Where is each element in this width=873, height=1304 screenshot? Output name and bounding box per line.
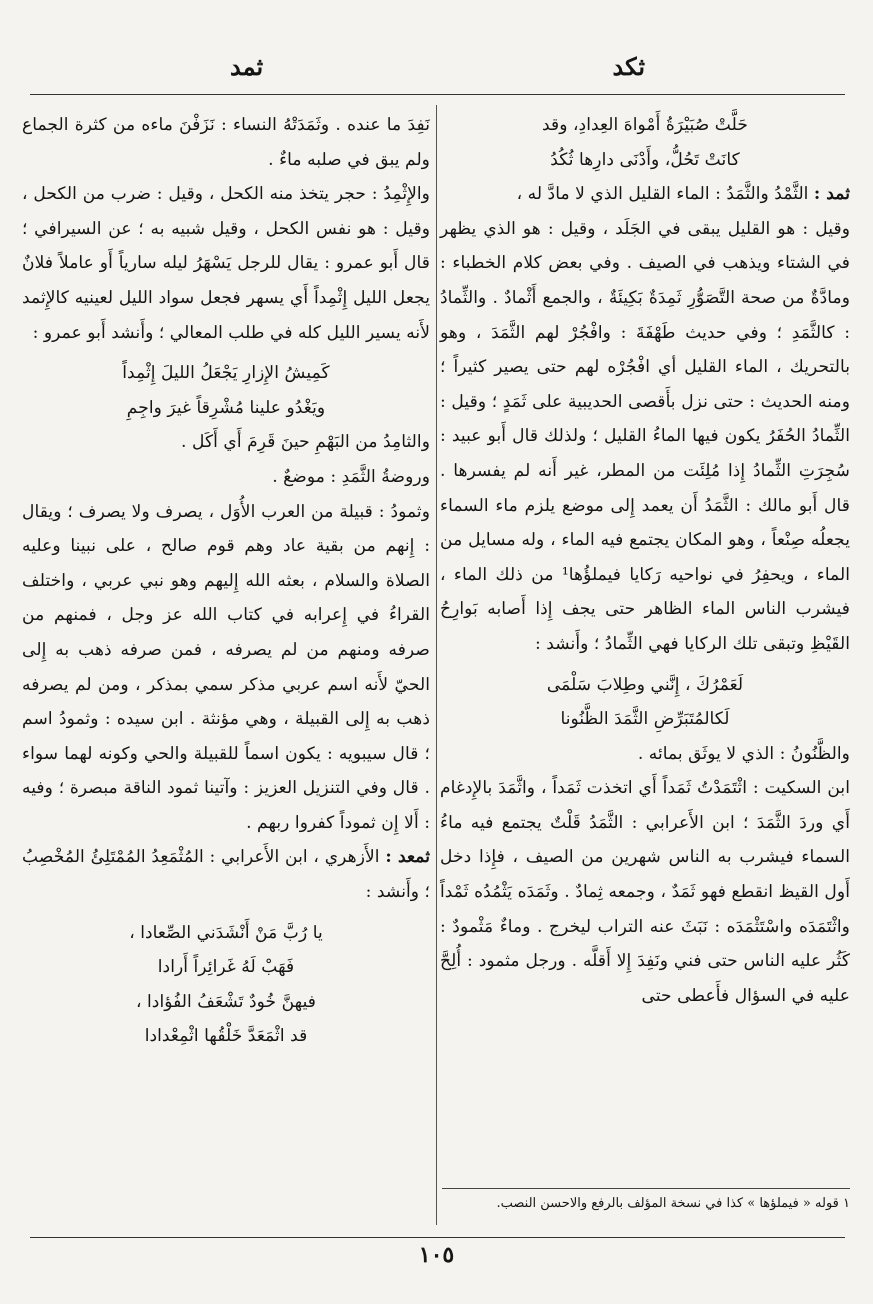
verse-line: ويَغْدُو علينا مُشْرِقاً غيرَ واجِمِ: [126, 397, 326, 418]
entry-text: الثَّمْدُ والثَّمَدُ : الماء القليل الذي لا مادَّ له ،: [516, 184, 809, 205]
footnote-rule: [442, 1188, 850, 1189]
verse-line: لَعَمْرُكَ ، إِنَّني وطِلابَ سَلْمَى: [546, 674, 744, 695]
running-head-right: ثكد: [612, 52, 645, 81]
entry-text: الأَزهري ، ابن الأَعرابي : المُثْمَعِدُ المُمْتَلِئُ المُخْصِبُ ؛ وأَنشد :: [22, 847, 430, 903]
right-column: [440, 108, 850, 1013]
entry-headword: ثمعد :: [385, 847, 430, 868]
verse-line: حَلَّتْ صُبَيْرَةُ أَمْواهَ العِدادِ، وقد: [542, 115, 748, 135]
verse-line: فيهنَّ خُودٌ تَشْعَفُ الفُؤادا ،: [136, 991, 316, 1012]
page-number: ١٠٥: [418, 1242, 455, 1268]
footer-rule: [30, 1237, 845, 1238]
verse-line: فَهَبْ لَهُ غَرائِراً أَرادا: [157, 957, 295, 978]
footnote: ١ قوله « فيملؤها » كذا في نسخة المؤلف بالرفع والاحسن النصب.: [496, 1196, 850, 1211]
verse-line: لَكالمُتَبَرِّضِ الثَّمَدَ الظَّنُونا: [560, 709, 730, 730]
verse-line: يا رُبَّ مَنْ أَنْشَدَني الصِّعادا ،: [129, 922, 323, 943]
verse-line: كانَتْ تَحُلُّ، وأَدْنَى دارِها ثُكُدُ: [550, 149, 740, 170]
verse-line: كَمِيشُ الإِزارِ يَجْعَلُ الليلَ إِثْمِداً: [122, 363, 330, 384]
entry-paragraph: وقيل : هو القليل يبقى في الجَلَد ، وقيل : هو الذي يظهر في الشتاء ويذهب في الصيف . وفي بعض كلام الخطباء : ومادَّةٌ من صحة التَّصَوُّرِ ثَمِدَةٌ بَكِيئَةٌ ، والجمع أَثْمادٌ . والثِّمادُ : كالثَّمَدِ ؛ وفي حديث طَهْفَةَ : وافْجُرْ لهم الثَّمَدَ ، وهو بالتحريك ، الماء القليل أي افْجُرْه لهم حتى يصير كثيراً ؛ ومنه الحديث : حتى نزل بأَقصى الحديبية على ثَمَدٍ ؛ وقيل : الثِّمادُ الحُفَرُ يكون فيها الماءُ القليل ؛ ولذلك قال أَبو عبيد : سُجِرَتِ الثِّمادُ إِذا مُلِئَت من المطر، غير أَنه لم يفسرها . قال أَبو مالك : الثَّمَدُ أَن يعمد إِلى موضع يلزم ماء السماء يجعلُه صِنْعاً ، وهو المكان يجتمع فيه الماء ، وله مسايل من الماء ، ويحفِرُ في نواحيه رَكايا فيملؤُها¹ من ذلك الماء ، فيشرب الناس الماء الظاهر حتى يجف إِذا أَصابه بَوارِحُ القَيْظِ وتبقى تلك الركايا فهي الثِّمادُ ؛ وأَنشد :: [440, 218, 851, 654]
entry-paragraph: [22, 840, 430, 909]
entry-paragraph: [440, 177, 850, 212]
entry-paragraph: والإِثْمِدُ : حجر يتخذ منه الكحل ، وقيل : ضرب من الكحل ، وقيل : هو نفس الكحل ، وقيل شبيه به ؛ عن السيرافي ؛ قال أَبو عمرو : يقال للرجل يَسْهَرُ ليله سارياً أَو عاملاً فلانٌ يجعل الليل إِثْمِداً أَي يسهر فجعل سواد الليل لعينيه كالإِثمد لأَنه يسير الليل كله في طلب المعالي ؛ وأَنشد أَبو عمرو :: [22, 184, 430, 343]
entry-paragraph: وثمودُ : قبيلة من العرب الأُوَل ، يصرف ولا يصرف ؛ ويقال : إِنهم من بقية عاد وهم قوم صالح ، على نبينا وعليه الصلاة والسلام ، بعثه الله إِليهم وهو نبي عربي ، واختلف القراءُ في إِعرابه في كتاب الله عز وجل ، فمنهم من صرفه ومنهم من لم يصرفه ، فمن صرفه ذهب به إِلى الحيّ لأَنه اسم عربي مذكر سمي بمذكر ، ومن لم يصرفه ذهب به إِلى القبيلة ، وهي مؤنثة . ابن سيده : وثمودُ اسم ؛ قال سيبويه : يكون اسماً للقبيلة والحي وكونه لهما سواء . قال وفي التنزيل العزيز : وآتينا ثمود الناقة مبصرة ؛ وفيه : أَلا إِن ثموداً كفروا ربهم .: [22, 501, 430, 833]
entry-paragraph: والثامِدُ من البَهْمِ حينَ قَرِمَ أَي أَكَل .: [181, 432, 430, 453]
verse-line: قد اثْمَعَدَّ خَلْقُها اثْمِعْدادا: [144, 1026, 308, 1047]
left-column: [22, 108, 430, 1054]
header-rule: [30, 94, 845, 95]
page-header: [30, 52, 845, 92]
entry-paragraph: نَفِدَ ما عنده . وثَمَدَتْهُ النساء : نَزَفْنَ ماءه من كثرة الجماع ولم يبق في صلبه ماءٌ .: [22, 115, 430, 170]
running-head-left: ثمد: [230, 52, 264, 81]
entry-headword: ثمد :: [813, 184, 850, 205]
entry-paragraph: ابن السكيت : اثْتَمَدْتُ ثَمَداً أَي اتخذت ثَمَداً ، واثَّمَدَ بالإِدغام أَي وردَ الثَّمَدَ ؛ ابن الأَعرابي : الثَّمَدُ قَلْتٌ يجتمع فيه ماءُ السماء فيشرب به الناس شهرين من الصيف ، فإِذا دخل أَول القيظ انقطع فهو ثَمَدٌ ، وجمعه ثِمادٌ . وثَمَدَه يَثْمُدُه ثَمْداً واثْتَمَدَه واسْتَثْمَدَه : نَبَثَ عنه التراب ليخرج . وماءٌ مَثْمودٌ : كَثُر عليه الناس حتى فني ونَفِدَ إِلا أَقلَّه . ورجل مثمود : أُلِحَّ عليه في السؤال فأَعطى حتى: [440, 778, 850, 1006]
entry-paragraph: والظَّنُونُ : الذي لا يوثَق بمائه .: [637, 743, 850, 764]
column-divider: [436, 105, 437, 1225]
entry-paragraph: وروضةُ الثَّمَدِ : موضعٌ .: [272, 466, 430, 487]
